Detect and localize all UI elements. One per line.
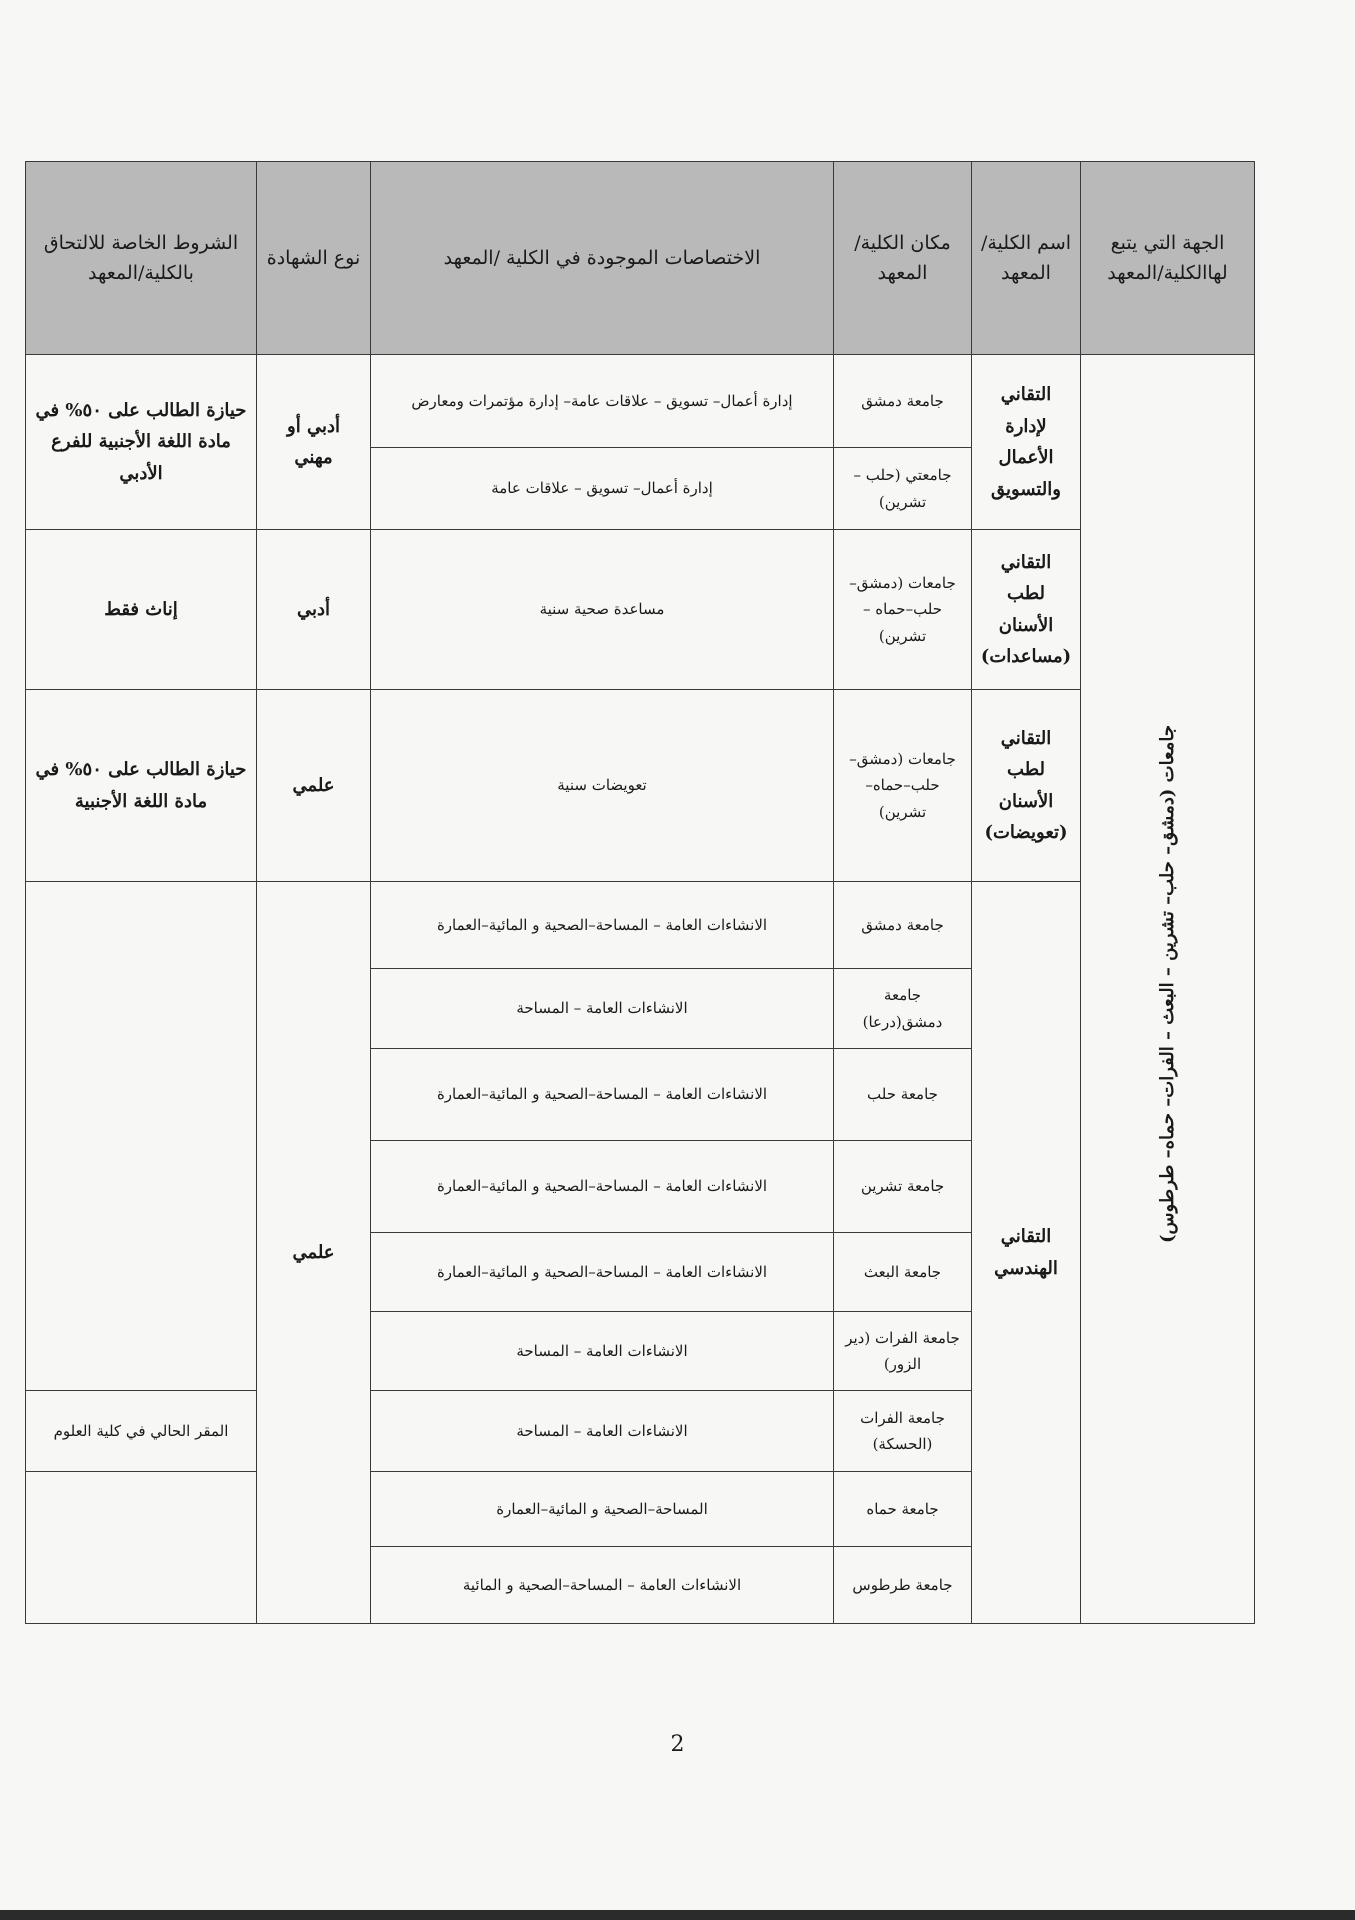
specialization-cell: إدارة أعمال– تسويق – علاقات عامة– إدارة مؤتمرات ومعارض [371,355,834,448]
header-certificate-type: نوع الشهادة [257,162,371,355]
authority-text: جامعات (دمشق– حلب– تشرين – البعث – الفرات– حماه– طرطوس) [1156,725,1178,1244]
specialization-cell: مساعدة صحية سنية [371,530,834,690]
table-row [26,690,1255,882]
location-cell: جامعة حماه [834,1472,972,1547]
institute-name-engineering: التقاني الهندسي [972,882,1081,1624]
header-location: مكان الكلية/المعهد [834,162,972,355]
header-authority: الجهة التي يتبع لهاالكلية/المعهد [1081,162,1255,355]
condition-engineering-empty-bottom [26,1472,257,1624]
institute-name-business: التقاني لإدارة الأعمال والتسويق [972,355,1081,530]
specialization-cell: المساحة–الصحية و المائية–العمارة [371,1472,834,1547]
location-cell: جامعة الفرات (الحسكة) [834,1391,972,1472]
location-cell: جامعة طرطوس [834,1547,972,1624]
certificate-dental-prosth: علمي [257,690,371,882]
page-number: 2 [670,1732,685,1757]
scan-bottom-edge [0,1910,1355,1920]
specialization-cell: الانشاءات العامة – المساحة–الصحية و المائية–العمارة [371,1049,834,1141]
specialization-cell: إدارة أعمال– تسويق – علاقات عامة [371,448,834,530]
authority-cell [1081,355,1255,1624]
institutes-table [25,161,1255,1624]
table-row [26,530,1255,690]
institute-name-dental-prosth: التقاني لطب الأسنان (تعويضات) [972,690,1081,882]
certificate-business: أدبي أو مهني [257,355,371,530]
table-row [26,355,1255,448]
location-cell: جامعتي (حلب – تشرين) [834,448,972,530]
specialization-cell: الانشاءات العامة – المساحة [371,969,834,1049]
condition-dental-assist: إناث فقط [26,530,257,690]
location-cell: جامعات (دمشق– حلب–حماه– تشرين) [834,690,972,882]
location-cell: جامعة البعث [834,1233,972,1312]
institute-name-dental-assist: التقاني لطب الأسنان (مساعدات) [972,530,1081,690]
condition-engineering-empty [26,882,257,1391]
specialization-cell: الانشاءات العامة – المساحة–الصحية و المائية–العمارة [371,882,834,969]
location-cell: جامعة دمشق [834,355,972,448]
condition-hasakah: المقر الحالي في كلية العلوم [26,1391,257,1472]
location-cell: جامعة دمشق(درعا) [834,969,972,1049]
specialization-cell: تعويضات سنية [371,690,834,882]
specialization-cell: الانشاءات العامة – المساحة–الصحية و المائية [371,1547,834,1624]
condition-business: حيازة الطالب على ٥٠% في مادة اللغة الأجنبية للفرع الأدبي [26,355,257,530]
specialization-cell: الانشاءات العامة – المساحة [371,1312,834,1391]
location-cell: جامعة تشرين [834,1141,972,1233]
location-cell: جامعات (دمشق– حلب–حماه – تشرين) [834,530,972,690]
location-cell: جامعة حلب [834,1049,972,1141]
certificate-dental-assist: أدبي [257,530,371,690]
header-row [26,162,1255,355]
header-specializations: الاختصاصات الموجودة في الكلية /المعهد [371,162,834,355]
header-institute-name: اسم الكلية/المعهد [972,162,1081,355]
header-special-conditions: الشروط الخاصة للالتحاق بالكلية/المعهد [26,162,257,355]
certificate-engineering: علمي [257,882,371,1624]
location-cell: جامعة الفرات (دير الزور) [834,1312,972,1391]
location-cell: جامعة دمشق [834,882,972,969]
specialization-cell: الانشاءات العامة – المساحة–الصحية و المائية–العمارة [371,1141,834,1233]
table-row [26,882,1255,969]
specialization-cell: الانشاءات العامة – المساحة [371,1391,834,1472]
specialization-cell: الانشاءات العامة – المساحة–الصحية و المائية–العمارة [371,1233,834,1312]
condition-dental-prosth: حيازة الطالب على ٥٠% في مادة اللغة الأجنبية [26,690,257,882]
